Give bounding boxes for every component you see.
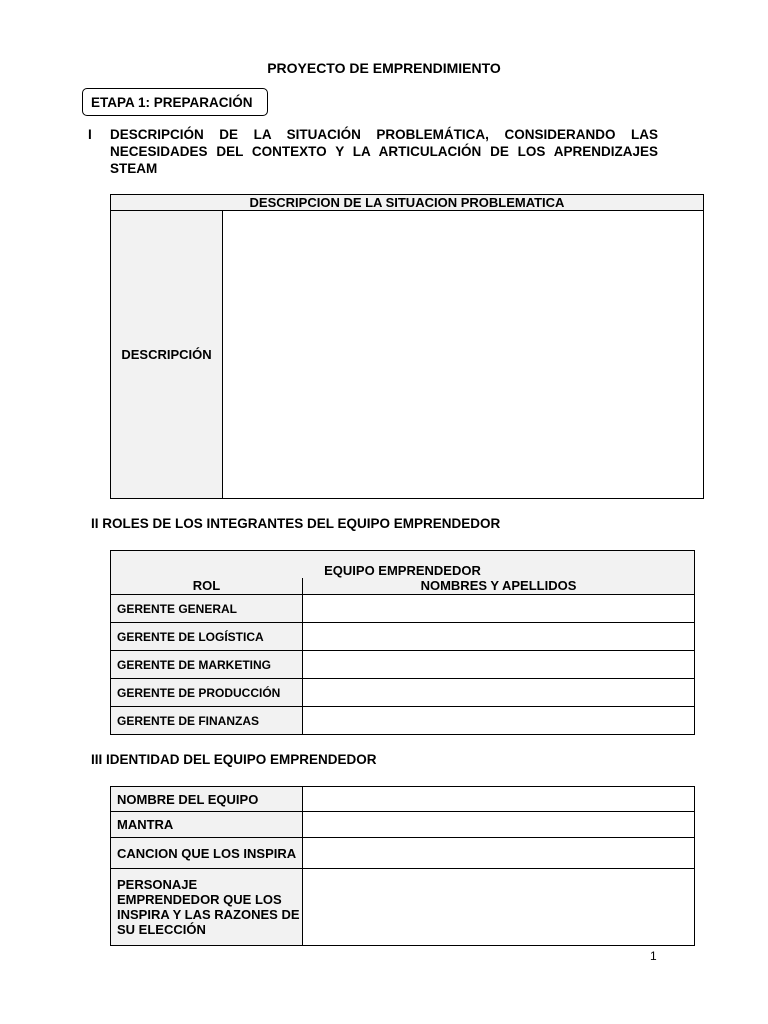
role-marketing-manager: GERENTE DE MARKETING <box>111 651 303 679</box>
section-3-heading: III IDENTIDAD DEL EQUIPO EMPRENDEDOR <box>91 752 377 767</box>
section-2-heading: II ROLES DE LOS INTEGRANTES DEL EQUIPO EMPRENDEDOR <box>91 516 501 531</box>
team-name-cell[interactable] <box>303 787 695 812</box>
inspiring-entrepreneur-cell[interactable] <box>303 869 695 946</box>
role-finance-manager: GERENTE DE FINANZAS <box>111 707 303 735</box>
stage-label-box: ETAPA 1: PREPARACIÓN <box>82 88 268 116</box>
inspiring-entrepreneur-label: PERSONAJE EMPRENDEDOR QUE LOS INSPIRA Y LAS RAZONES DE SU ELECCIÓN <box>111 869 303 946</box>
role-production-manager: GERENTE DE PRODUCCIÓN <box>111 679 303 707</box>
description-cell[interactable] <box>223 211 704 499</box>
team-identity-table <box>110 786 695 946</box>
mantra-cell[interactable] <box>303 812 695 838</box>
inspiring-song-label: CANCION QUE LOS INSPIRA <box>111 838 303 869</box>
problem-description-table <box>110 194 704 499</box>
section-1-text: DESCRIPCIÓN DE LA SITUACIÓN PROBLEMÁTICA, CONSIDERANDO LAS NECESIDADES DEL CONTEXTO Y LA ARTICULACIÓN DE LOS APRENDIZAJES STEAM <box>110 127 658 176</box>
page-number: 1 <box>650 949 657 963</box>
name-cell-general-manager[interactable] <box>303 595 695 623</box>
role-logistics-manager: GERENTE DE LOGÍSTICA <box>111 623 303 651</box>
team-name-label: NOMBRE DEL EQUIPO <box>111 787 303 812</box>
description-label: DESCRIPCIÓN <box>111 211 223 499</box>
role-general-manager: GERENTE GENERAL <box>111 595 303 623</box>
document-title: PROYECTO DE EMPRENDIMIENTO <box>267 60 501 76</box>
problem-table-header: DESCRIPCION DE LA SITUACION PROBLEMATICA <box>111 195 704 211</box>
inspiring-song-cell[interactable] <box>303 838 695 869</box>
role-column-header: ROL <box>111 578 303 595</box>
name-cell-marketing-manager[interactable] <box>303 651 695 679</box>
section-1-number: I <box>88 127 92 142</box>
mantra-label: MANTRA <box>111 812 303 838</box>
name-cell-logistics-manager[interactable] <box>303 623 695 651</box>
team-table-header: EQUIPO EMPRENDEDOR <box>111 551 695 578</box>
name-cell-finance-manager[interactable] <box>303 707 695 735</box>
team-roles-table <box>110 550 695 735</box>
name-cell-production-manager[interactable] <box>303 679 695 707</box>
names-column-header: NOMBRES Y APELLIDOS <box>303 578 695 595</box>
